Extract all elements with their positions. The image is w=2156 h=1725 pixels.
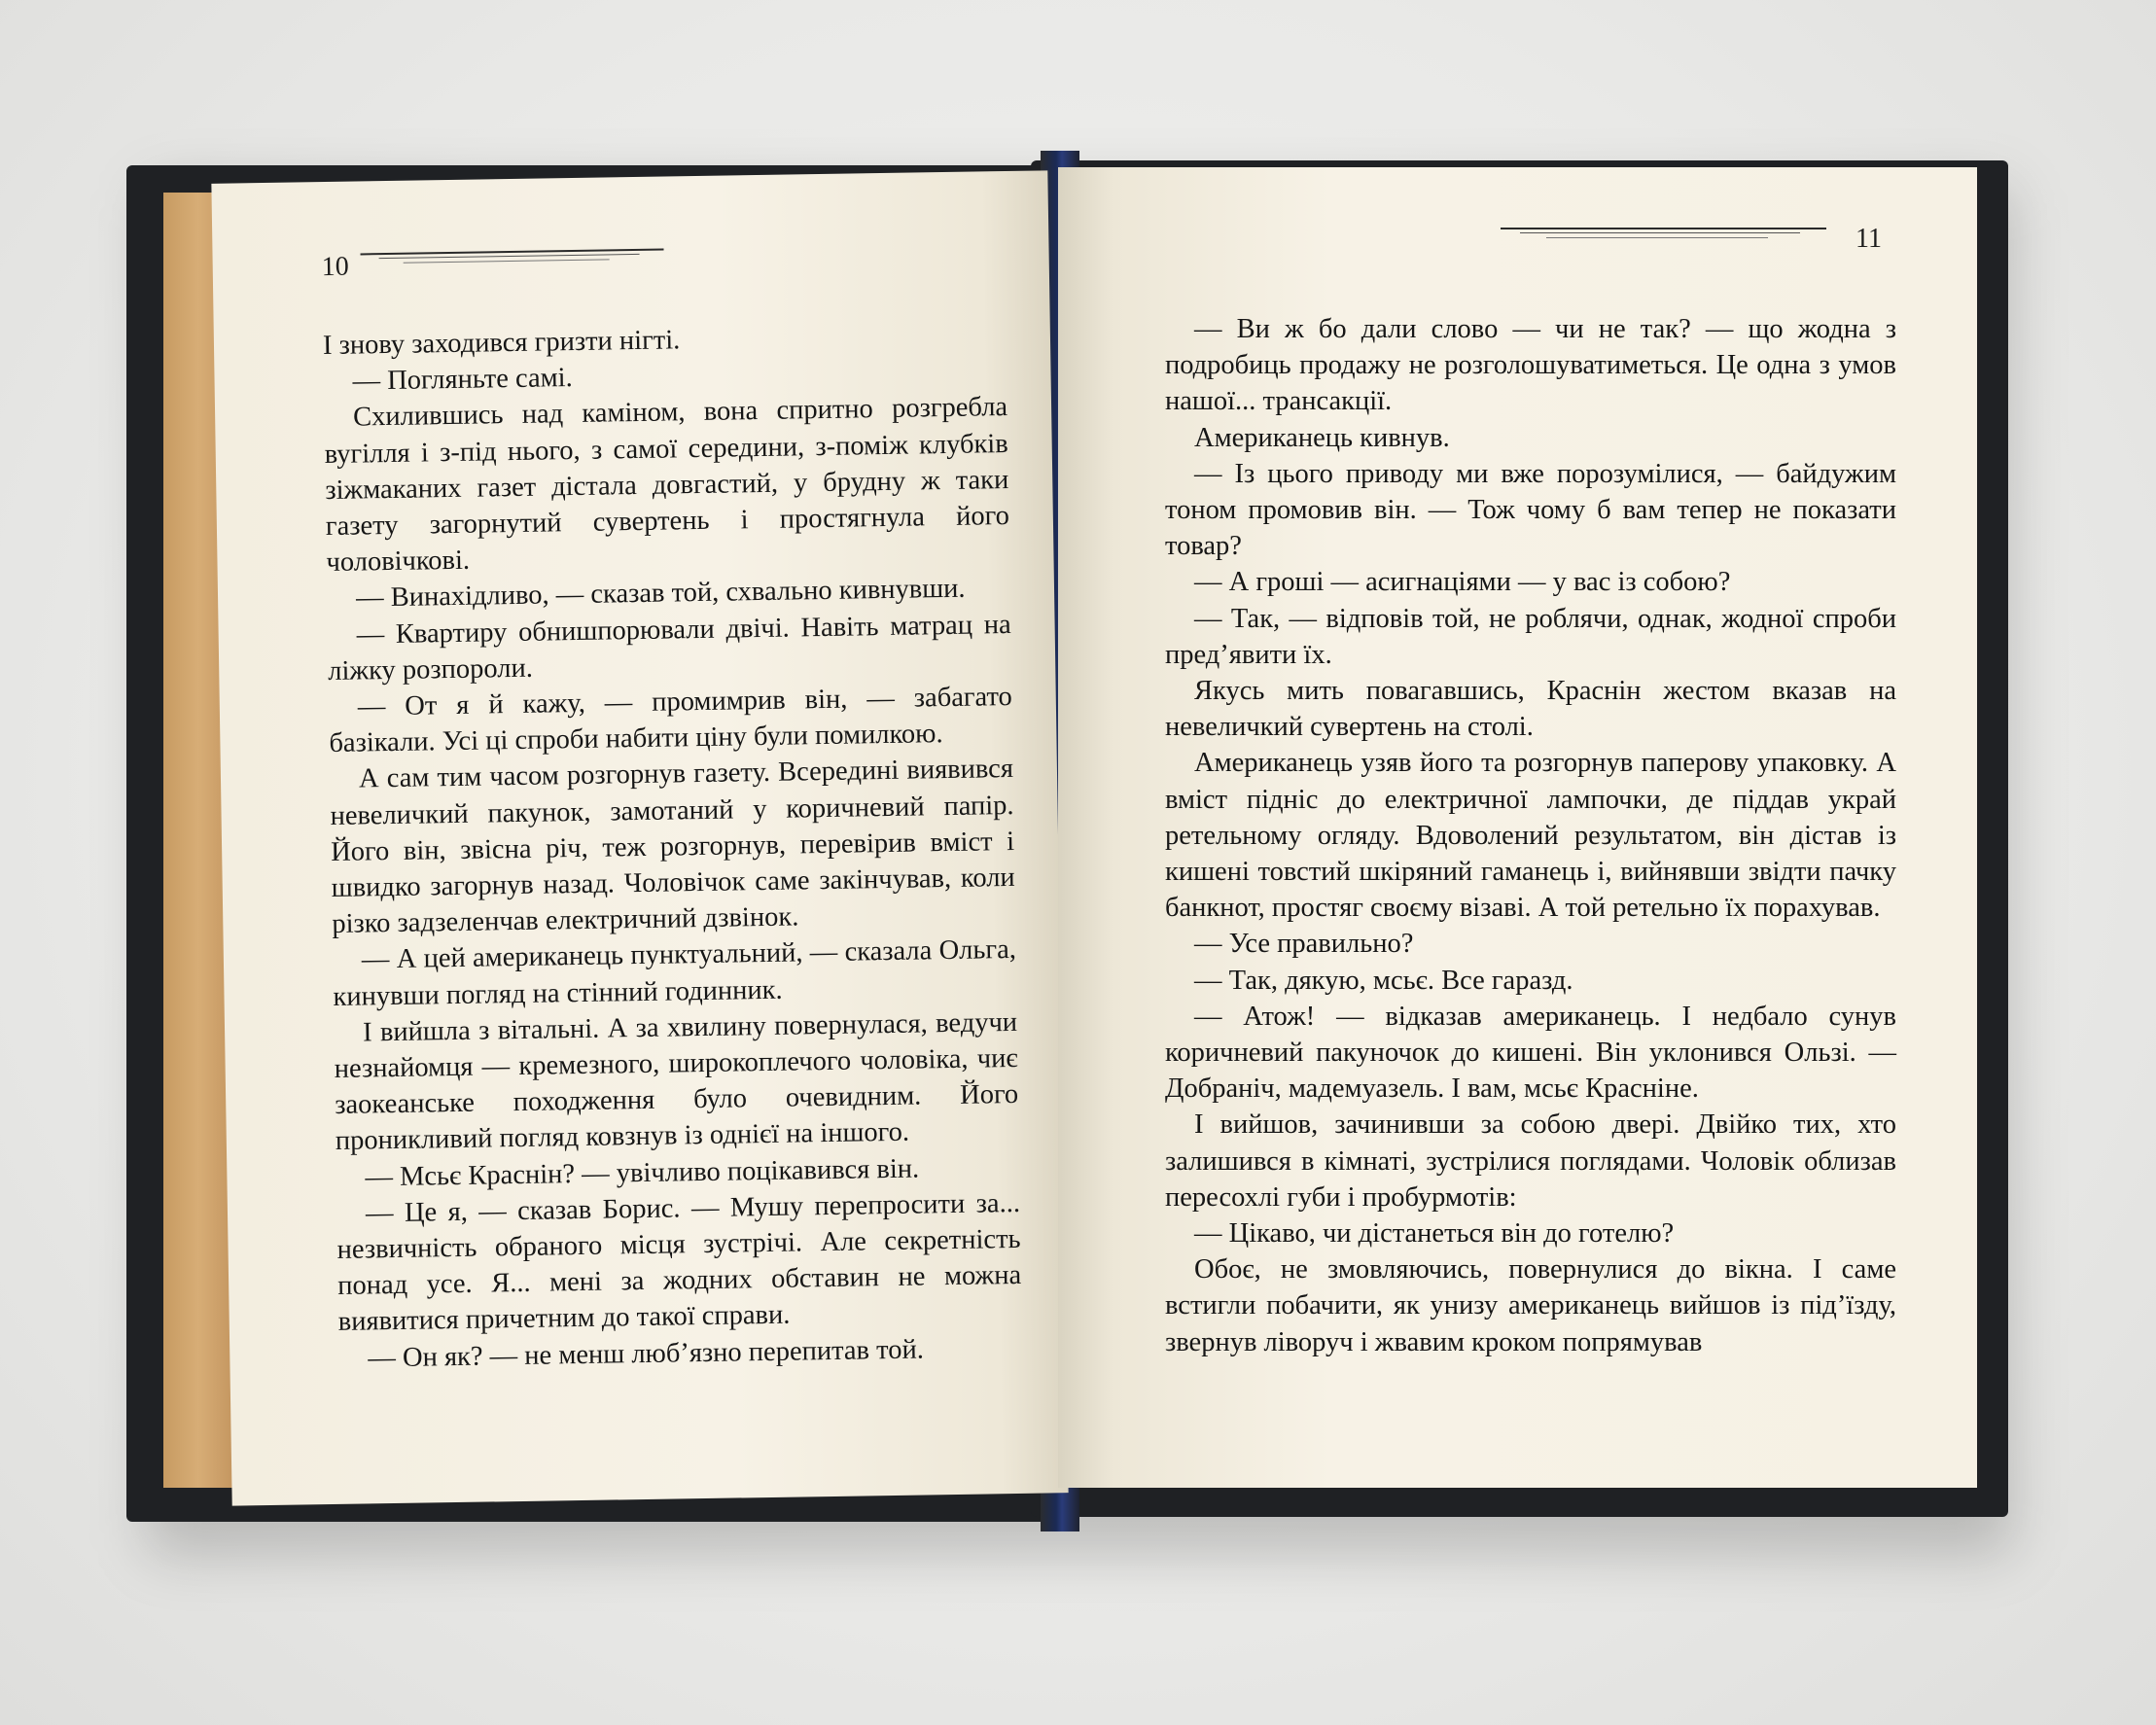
page-body [1165, 311, 1896, 1360]
paragraph: Американець узяв його та розгорнув паперову упаковку. А вміст підніс до електричної лампочки, де піддав украй ретельному огляду. Вдоволений результатом, він дістав із кишені товстий шкіряний гаманець і, вийнявши звідти пачку банкнот, простяг своєму візаві. А той ретельно їх порахував. [1165, 748, 1896, 924]
paragraph: — Мсьє Краснін? — увічливо поцікавився він. [365, 1153, 920, 1193]
paragraph: — Так, дякую, мсьє. Все гаразд. [1194, 965, 1573, 996]
paragraph: І знову заходився гризти нігті. [322, 325, 681, 362]
paragraph: — Квартиру обнишпорювали двічі. Навіть матрац на ліжку розпороли. [328, 609, 1011, 686]
paragraph: — А гроші — асигнаціями — у вас із собою? [1194, 567, 1731, 598]
paragraph: — Он як? — не менш люб’язно перепитав той. [368, 1334, 925, 1374]
page-number: 11 [1856, 224, 1882, 254]
header-rule [361, 249, 664, 265]
paragraph: — Винахідливо, — сказав той, схвально кивнувши. [355, 574, 966, 614]
paragraph: І вийшла з вітальні. А за хвилину повернулася, ведучи незнайомця — кремезного, широкоплечого чоловіка, чиє заокеанське походження було очевидним. Його проникливий погляд ковзнув із однієї на іншого. [334, 1006, 1019, 1157]
paragraph: Американець кивнув. [1194, 422, 1450, 453]
paragraph: І вийшов, зачинивши за собою двері. Двійко тих, хто залишився в кімнаті, зустрілися поглядами. Чоловік облизав пересохлі губи і пробурмотів: [1165, 1109, 1896, 1213]
paragraph: — Усе правильно? [1194, 929, 1414, 960]
paragraph: А сам тим часом розгорнув газету. Всередині виявився невеличкий пакунок, замотаний у коричневий папір. Його він, звісна річ, теж розгорнув, перевірив вміст і швидко загорнув назад. Чоловічок саме закінчував, коли різко задзеленчав електричний дзвінок. [330, 754, 1015, 940]
paragraph: — От я й кажу, — промимрив він, — забагато базікали. Усі ці спроби набити ціну були помилкою. [329, 682, 1013, 759]
paragraph: — Так, — відповів той, не роблячи, однак, жодної спроби пред’явити їх. [1165, 603, 1896, 670]
paragraph: — Ви ж бо дали слово — чи не так? — що жодна з подробиць продажу не розголошуватиметься. Це одна з умов нашої... трансакції. [1165, 314, 1896, 417]
right-page [1058, 167, 1977, 1488]
paragraph: — Із цього приводу ми вже порозумілися, — байдужим тоном промовив він. — Тож чому б вам тепер не показати товар? [1165, 458, 1896, 562]
page-number: 10 [321, 251, 349, 283]
paragraph: Якусь мить повагавшись, Краснін жестом вказав на невеличкий сувертень на столі. [1165, 676, 1896, 743]
page-body [323, 317, 1023, 1377]
paragraph: — Цікаво, чи дістанеться він до готелю? [1194, 1218, 1675, 1250]
paragraph: Обоє, не змовляючись, повернулися до вікна. І саме встигли побачити, як унизу американець вийшов із під’їзду, звернув ліворуч і жвавим кроком попрямував [1165, 1254, 1896, 1357]
paragraph: Схилившись над каміном, вона спритно розгребла вугілля і з-під нього, з самої середини, з-поміж клубків зіжмаканих газет дістала довгастий, у брудну ж таки газету загорнутий сувертень і простягнула його чоловічкові. [324, 392, 1010, 579]
paragraph: — Атож! — відказав американець. І недбало сунув коричневий пакуночок до кишені. Він уклонився Ользі. — Добраніч, мадемуазель. І вам, мсьє Красніне. [1165, 1001, 1896, 1105]
paragraph: — Це я, — сказав Борис. — Мушу перепросити за... незвичність обраного місця зустрічі. Але секретність понад усе. Я... мені за жодних обставин не можна виявитися причетним до такої справи. [336, 1187, 1022, 1338]
paragraph: — А цей американець пунктуальний, — сказала Ольга, кинувши погляд на стінний годинник. [333, 934, 1017, 1012]
header-rule [1501, 228, 1826, 239]
left-page [211, 170, 1068, 1505]
paragraph: — Погляньте самі. [352, 363, 573, 397]
